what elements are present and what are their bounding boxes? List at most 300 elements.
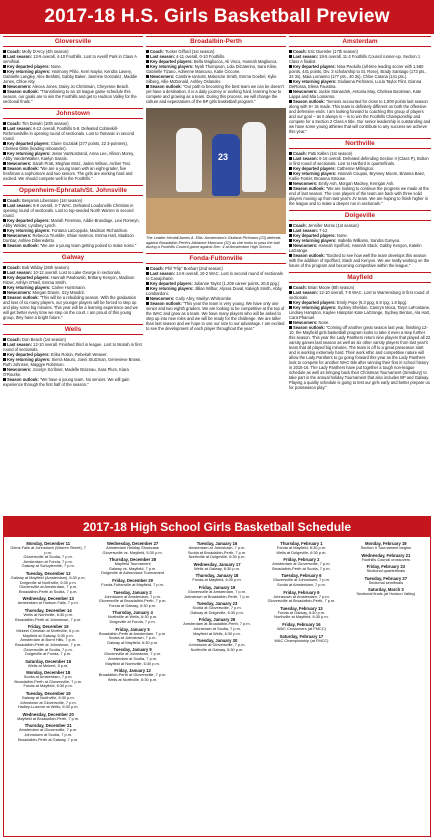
detail-key: Key departed players: — [150, 280, 193, 286]
bullet-square-icon — [3, 162, 6, 165]
team-detail-line — [289, 171, 431, 181]
detail-key: Coach: — [7, 337, 21, 342]
team-title: Wells — [3, 324, 143, 335]
detail-value: 4-11 overall, 0-10 Foothills. — [175, 54, 226, 59]
detail-value: "We have a young team. No seniors. We will gain experience through the first half of the season." — [3, 377, 130, 387]
schedule-day: Friday, February 16 — [282, 621, 321, 627]
detail-value: Sarah Pratt, Meghan Mraz, Jaden Wilson, Amber Tesi. — [31, 161, 131, 166]
team-title: Dolgeville — [289, 210, 431, 221]
detail-key: Season outlook: — [150, 84, 182, 89]
schedule-game: Galway at Mayfield (Amsterdam), 6:30 p.m. — [10, 574, 86, 580]
schedule-game: Wells at Northville, 6:30 p.m. — [107, 676, 158, 682]
schedule-day: Friday, February 9 — [283, 589, 320, 595]
schedule-day: Tuesday, February 13 — [280, 605, 323, 611]
bullet-square-icon — [3, 142, 6, 145]
detail-value: Claire Guzalak (277 points, 22 3-pointers), Chelsea Gittle (leading rebounder). — [3, 141, 128, 151]
detail-value: 6-16 overall. Defeated defending Section II (Class P), Bolton in first round of sectionals. Lost to Hartford in quarterfinals. — [289, 156, 429, 166]
schedule-game: Scotia at Amsterdam, 7 p.m. — [276, 581, 326, 587]
bullet-square-icon — [146, 50, 149, 53]
detail-key: Coach: — [293, 223, 307, 228]
bullet-square-icon — [3, 244, 6, 247]
schedule-game: Galway at Northville, 6:30 p.m. — [21, 695, 75, 701]
detail-value: Sierra Mauro, Joeni Stutzman, Genevieve Brown, Ruth Johnsen, Maggye Robinson. — [3, 357, 142, 367]
bullet-square-icon — [3, 353, 6, 356]
schedule-day: Tuesday, January 16 — [196, 541, 238, 546]
detail-value: 7-12 — [318, 228, 328, 233]
schedule-day: Wednesday, December 13 — [22, 596, 74, 602]
team-section — [3, 252, 143, 320]
schedule-game: Wells at Dolgeville, 6:30 p.m. — [276, 549, 327, 555]
bullet-square-icon — [3, 70, 6, 73]
bullet-square-icon — [3, 296, 6, 299]
middle-column — [146, 36, 286, 514]
detail-key: Last season: — [150, 54, 176, 59]
bullet-square-icon — [289, 65, 292, 68]
detail-key: Key returning players: — [7, 151, 51, 156]
detail-key: Newcomers: — [150, 74, 175, 79]
detail-key: Last season: — [7, 342, 33, 347]
court-floor — [146, 198, 286, 234]
detail-value: Bella Magliocca, Ali Visco, Hannah Magliocca. — [192, 59, 278, 64]
bullet-square-icon — [3, 55, 6, 58]
detail-key: Key departed players: — [7, 218, 50, 223]
detail-value: Emily Pope (5.3 ppg, 6.9 rpg, 1.8 bpg). — [335, 300, 408, 305]
schedule-game: Dolgeville at Fonda, 7 p.m. — [109, 618, 156, 624]
team-title: Oppenheim-Ephratah/St. Johnsville — [3, 185, 143, 196]
schedule-game: Amsterdam Holiday Showcase — [106, 545, 160, 550]
detail-value: Morgan Dravin, Izzy Mandrit. — [31, 290, 85, 295]
detail-value: Jocelyn Scribner, Madelle Brazeau, Sara Plum, Kiara O'Rourke. — [3, 367, 129, 377]
schedule-game: Scotia at Gloversville, 7 p.m. — [192, 605, 242, 611]
team-detail-line — [146, 271, 286, 281]
detail-key: Newcomers: — [7, 84, 32, 89]
detail-key: Newcomers: — [293, 243, 318, 248]
schedule-column — [175, 539, 259, 837]
detail-key: Key returning players: — [7, 357, 51, 362]
detail-value: Molly D'Arcy (4th season) — [20, 49, 69, 54]
bullet-square-icon — [289, 234, 292, 237]
detail-value: 14-8 overall, 10-2 WAC. Lost in second round of sectionals to Canajoharie. — [146, 270, 283, 281]
detail-key: Key departed players: — [7, 275, 50, 280]
detail-key: Key returning players: — [293, 238, 337, 243]
detail-value: Don Beach (1st season) — [20, 337, 66, 342]
bullet-square-icon — [289, 157, 292, 160]
detail-value: Catherine Millington. — [335, 166, 375, 171]
schedule-day: Thursday, January 4 — [112, 610, 153, 616]
bullet-square-icon — [289, 239, 292, 242]
schedule-day: Saturday, February 17 — [279, 633, 324, 639]
bullet-square-icon — [146, 65, 149, 68]
detail-key: Last season: — [293, 290, 319, 295]
schedule-columns — [4, 537, 430, 837]
schedule-game: Broadalbin-Perth at Scotia, 7 p.m. — [19, 588, 78, 594]
detail-key: Season outlook: — [7, 243, 39, 248]
schedule-game: Broadalbin-Perth at Johnstown, 7 p.m. — [15, 641, 82, 647]
detail-key: Newcomers: — [293, 181, 318, 186]
bullet-square-icon — [289, 50, 292, 53]
detail-key: Last season: — [7, 54, 33, 59]
detail-value: Benjamin Liberatore (1st season) — [20, 198, 83, 203]
detail-value: Sydney Sheldon, Camryn Moca, Taryn LaFontaine, Lindsey Hampton, Kaylee Hampton Kate LaGrange, Sydney Benton, Ala Hart, Cara Phanuel. — [289, 305, 431, 320]
schedule-game: Fonda at Galway, 6:30 p.m. — [277, 609, 326, 615]
schedule-game: Hadley-Luzerne at Wells, 6:30 p.m. — [17, 704, 79, 710]
team-detail-line — [289, 64, 431, 79]
detail-value: Hannah Pawlowski, Brittany Kenyon, Madison Ritzer, Ashlyn O'Neil, Emma Smith. — [3, 275, 135, 285]
bullet-square-icon — [146, 287, 149, 290]
detail-key: Key returning players: — [293, 79, 337, 84]
left-column — [3, 36, 143, 514]
detail-value: 12-10 overall, 7-5 WAC. Lost to Warrensburg in first round of sectionals. — [289, 290, 429, 300]
schedule-game: Section II Tournament begins — [360, 545, 411, 550]
schedule-game: Johnstown at Gloversville, 7 p.m. — [19, 699, 77, 705]
bullet-square-icon — [3, 199, 6, 202]
team-detail-line — [146, 301, 286, 331]
bullet-square-icon — [289, 326, 292, 329]
detail-key: Last season: — [7, 126, 33, 131]
detail-value: Eric Duemler (17th season) — [306, 49, 358, 54]
detail-value: "Coming off another great season last year, finishing 12-10, the Mayfield girls basketball program looks to take it even a step further this season. This year the Lady Panthers return nine players that played all 22 varsity games last season as well as six other varsity players from last year's team that all played big minutes. The team is off to a great preseason start and is working extremely hard. Their work ethic and competitive nature will allow the Lady Panthers to go going forward this year as the Lady Panthers look to compete for another WAC title after winning their first in school history in 2015-16. The Lady Panthers have put together a tough non-league schedule as well as bringing back their Christmas Tournament (Simsbury) to take part in the annual holiday Tournament that also includes BP and Galway. Playing a quality schedule is going to test our girls early and better prepare us for postseason play." — [289, 325, 431, 390]
team-section — [146, 253, 286, 331]
team-detail-line — [3, 151, 143, 161]
detail-key: Season outlook: — [7, 166, 39, 171]
detail-key: Coach: — [7, 198, 21, 203]
schedule-day: Thursday, February 1 — [280, 541, 323, 546]
team-detail-line — [146, 74, 286, 84]
detail-value: Erika Rolsin, Rebekah Weaver. — [49, 352, 108, 357]
schedule-game: WAC Championship (at FMCC) — [274, 637, 329, 643]
bullet-square-icon — [3, 219, 6, 222]
bullet-square-icon — [289, 229, 292, 232]
team-detail-line — [3, 69, 143, 84]
schedule-game: Northville at Mayfield, 6:30 p.m. — [274, 614, 329, 620]
detail-value: 12-10 overall. Finished third in league. Lost to Moriah in first round of sectionals. — [3, 342, 142, 352]
schedule-game: Gloversville at Johnstown, 7 p.m. — [272, 577, 330, 583]
schedule-game: WAC Crossovers (at FMCC) — [276, 625, 326, 631]
schedule-game: Dolgeville at Adirondack Tournament — [101, 570, 165, 576]
schedule-game: Galway at Dolgeville, 6:30 p.m. — [190, 609, 244, 615]
detail-value: None. — [335, 233, 348, 238]
schedule-game: Wells at Mekeel, 5 p.m. — [28, 662, 69, 668]
detail-value: "Transitioning to an 18 league game schedule this season, our goals are to win the Foothills and get to Hudson Valley for the sectional finals." — [3, 89, 137, 104]
detail-value: "We are looking to continue the progress we made at the end of last season. The core players of the team are back with three solid players moving up from last year's JV team. We are hoping to finish higher in the league and to make a deeper run in sectionals." — [289, 186, 429, 206]
schedule-game: Johnstown at Scotia, 7 p.m. — [24, 732, 73, 738]
bullet-square-icon — [3, 378, 6, 381]
schedule-column — [259, 539, 343, 837]
schedule-day: Thursday, December 14 — [24, 607, 72, 613]
team-detail-line — [3, 275, 143, 285]
team-detail-line — [289, 253, 431, 268]
team-detail-line — [3, 357, 143, 367]
schedule-game: Amsterdam at Gloversville, 7 p.m. — [19, 727, 78, 733]
schedule-day: Tuesday, January 9 — [113, 647, 152, 653]
bullet-square-icon — [3, 85, 6, 88]
schedule-game: Gloversville at Johnstown, 7 p.m. — [104, 651, 162, 657]
detail-value: Tucker Gifford (1st season) — [163, 49, 215, 54]
team-detail-line — [3, 54, 143, 64]
detail-value: Cambrie Iannotti, Makenzie Smith, Emma Goebel, Kylie Silberg, Allie McDonald, Ashley Oslander. — [146, 74, 277, 84]
schedule-day: Friday, January 12 — [114, 668, 151, 674]
detail-value: "We are a young team getting poised to make noise." — [38, 243, 137, 248]
team-detail-line — [3, 89, 143, 104]
detail-value: 13-9 overall, 4-10 Foothills. Lost to Averill Park in Class A semifinal. — [3, 54, 137, 64]
team-detail-line — [289, 325, 431, 390]
detail-key: Season outlook: — [150, 300, 182, 306]
schedule-game: Scotia at Johnstown, 7 p.m. — [108, 635, 157, 641]
schedule-game: Broadalbin-Perth at Gloversville, 7 p.m. — [98, 672, 167, 678]
team-section — [3, 324, 143, 387]
schedule-day: Friday, February 23 — [366, 564, 405, 570]
detail-value: Jackie Stanaszek, Antonia May, Chelsea Bookman, Kate Lappa and Mia Lomanno. — [289, 89, 422, 99]
schedule-game: Fonda at Galway, 6:30 p.m. — [108, 602, 157, 608]
detail-value: Giulianna Pichirami, Lucia Taylor Flint, Gianna DeRossa, Elena Faustina. — [289, 79, 422, 89]
schedule-game: Gloversville vs. Mayfield, 5:30 p.m. — [102, 549, 163, 555]
bullet-square-icon — [3, 127, 6, 130]
detail-value: Brian Moore (8th season) — [306, 285, 355, 290]
bullet-square-icon — [289, 152, 292, 155]
schedule-day: Friday, December 15 — [27, 624, 69, 630]
schedule-day: Tuesday, January 2 — [113, 589, 152, 595]
detail-key: Coach: — [293, 49, 307, 54]
schedule-day: Monday, February 19 — [365, 541, 407, 546]
team-detail-line — [289, 54, 431, 64]
schedule-day: Wednesday, February 21 — [361, 552, 411, 558]
bullet-square-icon — [3, 343, 6, 346]
team-section — [3, 108, 143, 181]
detail-value: "This year the team is very young. We have only one senior and two eighth graders. We are looking to be competitive at the top of the WAC and grow as a team. We have many players who will be asked to step up into new roles and we will be ready for the challenge. We are taller than last season and we hope to use our size to our advantage. I am excited to see the development of each player throughout the year." — [146, 300, 285, 331]
bullet-square-icon — [3, 65, 6, 68]
schedule-game: Fonda-Fultonville at Mayfield, 7 p.m. — [101, 581, 164, 587]
detail-key: Key returning players: — [7, 285, 51, 290]
schedule-day: Tuesday, December 19 — [25, 691, 71, 697]
detail-key: Newcomers: — [293, 89, 318, 94]
bullet-square-icon — [146, 85, 149, 88]
schedule-game: Amsterdam at Scotia, 7 p.m. — [108, 655, 158, 661]
schedule-game: Gloversville at Amsterdam, 7 p.m. — [187, 588, 247, 594]
bullet-square-icon — [3, 152, 6, 155]
schedule-game: Scotia at Amsterdam, 7 p.m. — [23, 674, 73, 680]
bullet-square-icon — [289, 90, 292, 93]
schedule-day: Saturday, March 3 — [367, 587, 404, 593]
detail-key: Newcomers: — [7, 367, 32, 372]
schedule-game: Amsterdam at Gloversville, 7 p.m. — [272, 561, 331, 567]
photo-caption: The Leader-Herald/James A. Ellis: Amsterdam's Giuliana Pichirami (23) defends against Broadalbin-Perth's Adrianne Mancuso (32) as she looks to pass the ball during a Foothills Council game against Dec. 4 at Amsterdam High School. — [146, 236, 281, 250]
schedule-game: Sectional quarterfinals — [366, 568, 406, 574]
detail-key: Season outlook: — [7, 295, 39, 300]
team-detail-line — [289, 89, 431, 99]
schedule-game: Gloversville at Amsterdam, 7 p.m. — [19, 584, 78, 590]
bullet-square-icon — [146, 267, 149, 270]
schedule-game: Fonda at Mayfield, 6:30 p.m. — [192, 577, 242, 583]
detail-key: Coach: — [7, 121, 21, 126]
schedule-day: Friday, December 29 — [112, 577, 153, 583]
detail-key: Newcomers: — [7, 233, 32, 238]
schedule-game: Amsterdam at Fonda, 7 p.m. — [23, 558, 73, 564]
team-title: Johnstown — [3, 108, 143, 119]
detail-value: 9-9 overall, 3-7 WAC. Defeated Loudonville Christian in opening round of sectionals. Lost to top-seeded North Warren in second round. — [3, 203, 134, 218]
detail-key: Key departed players: — [293, 64, 336, 69]
schedule-game: Mekeel Christian at Northville, 6 p.m. — [16, 628, 80, 634]
schedule-day: Thursday, December 21 — [24, 723, 72, 729]
detail-value: Julianne Taylor (1,209 career points, 20.8 ppg.) — [192, 280, 280, 286]
schedule-box — [3, 516, 431, 837]
schedule-game: Gloversville at Broadalbin-Perth, 7 p.m. — [98, 598, 167, 604]
bullet-square-icon — [146, 75, 149, 78]
bullet-square-icon — [146, 272, 149, 275]
schedule-game: Fonda at Mayfield, 6:30 p.m. — [276, 545, 327, 550]
detail-value: Harmony Philo, Kerri Naylor, Kendra Lavery, Gabrielle Langley, Alex Benfatti, Gabby Baker, Jasmine Gonzalez, Maddie Jones, Chloe Alty. — [3, 69, 138, 84]
detail-value: 6-12 overall, Foothills 5-8. Defeated Cobleskill-Richmondville in opening round of sectionals. Lost to Tamarac in second round. — [3, 126, 134, 141]
player-figure — [242, 122, 266, 192]
detail-key: Key returning players: — [7, 228, 51, 233]
detail-value: Jillian Wilbur, Alyssa Duval, Kaleigh Smith, Abby Lombardoni. — [146, 285, 282, 296]
game-photo — [146, 108, 286, 234]
team-detail-line — [289, 290, 431, 300]
detail-key: Last season: — [293, 228, 319, 233]
detail-key: Last season: — [150, 270, 176, 276]
team-detail-line — [3, 243, 143, 248]
bullet-square-icon — [3, 167, 6, 170]
detail-key: Key returning players: — [150, 64, 194, 69]
detail-key: Coach: — [150, 49, 164, 54]
detail-key: Key departed players: — [293, 166, 336, 171]
schedule-game: Amsterdam at Hudson Falls, 7 p.m. — [17, 600, 79, 606]
team-detail-line — [146, 64, 286, 74]
schedule-day: Tuesday, December 12 — [25, 570, 71, 576]
detail-value: None. — [49, 64, 62, 69]
schedule-day: Friday, February 2 — [283, 557, 320, 563]
detail-key: Last season: — [7, 203, 33, 208]
schedule-game: Broadalbin-Perth at Scotia, 7 p.m. — [272, 565, 331, 571]
schedule-game: Amsterdam at Burnt Hills, 7 p.m. — [20, 637, 77, 643]
detail-value: 18-5 overall, 11-2 Foothills Council runner-up. Section 1 Class A finalist. — [289, 54, 421, 64]
bullet-square-icon — [3, 358, 6, 361]
bullet-square-icon — [289, 306, 292, 309]
bullet-square-icon — [289, 291, 292, 294]
detail-value: Phil "Flip" Boshart (2nd season) — [163, 265, 223, 271]
bullet-square-icon — [289, 224, 292, 227]
detail-key: Newcomers: — [7, 161, 32, 166]
detail-value: "We are a young team with an eight-grader, five freshman a sophomore and two seniors. The girls are working hard and excited. We should compete well in the Foothills." — [3, 166, 133, 181]
schedule-day: Thursday, January 18 — [195, 573, 239, 579]
detail-value: Jennifer Morse (1st season) — [306, 223, 359, 228]
bullet-square-icon — [289, 301, 292, 304]
team-title: Fonda-Fultonville — [146, 253, 286, 264]
schedule-column — [6, 539, 90, 837]
team-section — [289, 210, 431, 268]
bullet-square-icon — [146, 282, 149, 285]
detail-key: Key departed players: — [7, 141, 50, 146]
schedule-game: Johnstown at Amsterdam, 7 p.m. — [104, 593, 161, 599]
bullet-square-icon — [289, 172, 292, 175]
schedule-game: Johnstown at Scotia, 7 p.m. — [193, 625, 241, 631]
detail-key: Season outlook: — [293, 253, 325, 258]
page-banner: 2017-18 H.S. Girls Basketball Preview — [0, 0, 434, 34]
schedule-game: Dolgeville at Fonda, 7 p.m. — [25, 651, 72, 657]
team-detail-line — [146, 286, 286, 296]
bullet-square-icon — [3, 266, 6, 269]
detail-key: Key returning players: — [293, 171, 337, 176]
bullet-square-icon — [3, 368, 6, 371]
team-title: Amsterdam — [289, 36, 431, 47]
schedule-day: Tuesday, January 23 — [196, 601, 238, 607]
schedule-game: Scotia at Broadalbin-Perth, 7 p.m. — [187, 549, 247, 555]
detail-key: Coach: — [7, 265, 21, 270]
bullet-square-icon — [289, 244, 292, 247]
detail-key: Season outlook: — [7, 89, 39, 94]
detail-key: Key returning players: — [7, 69, 51, 74]
schedule-game: Broadalbin-Perth at Galway, 7 p.m. — [18, 736, 79, 742]
team-detail-line — [3, 166, 143, 181]
schedule-day: Tuesday, February 27 — [364, 575, 408, 581]
detail-value: "Seniors accounted for close to 1,900 points last season along with 9+ 3s made. This team is definitely different on both the offensive and defensive ends. I am looking forward to coaching this group of players and our goal -- as it always is -- is to win the Foothills Championship and compete for a Section 2 Class A title. Our senior leadership is outstanding and we have some young athletes that will contribute to any success we achieve this year." — [289, 99, 431, 134]
right-column — [289, 36, 431, 514]
detail-key: Season outlook: — [293, 99, 325, 104]
detail-value: "This will be a rebuilding season. With the graduation and loss of so many players, our younger players will be forced to step up and play some big minutes. This year will be a learning experience and we will get better every time we step on the court. I am proud of this young group, they have a bright future." — [3, 295, 138, 320]
schedule-game: Wells at Northville, 6:30 p.m. — [23, 611, 73, 617]
schedule-game: Broadalbin-Perth at Johnstown, 7 p.m. — [15, 616, 82, 622]
detail-key: Last season: — [7, 270, 33, 275]
schedule-game: Glens Falls at Johnstown (Warren Street), 7 p.m. — [10, 545, 86, 555]
team-detail-line — [289, 305, 431, 320]
bullet-square-icon — [146, 60, 149, 63]
detail-key: Newcomers: — [293, 320, 318, 325]
schedule-game: Amsterdam at Broadalbin-Perth, 7 p.m. — [183, 621, 251, 627]
bullet-square-icon — [289, 254, 292, 257]
schedule-game: Wells at Galway, 6:30 p.m. — [194, 565, 240, 571]
team-detail-line — [3, 295, 143, 320]
schedule-day: Tuesday, February 6 — [281, 573, 322, 579]
bullet-square-icon — [3, 276, 6, 279]
team-detail-line — [146, 84, 286, 104]
bullet-square-icon — [289, 182, 292, 185]
team-detail-line — [289, 79, 431, 89]
team-title: Galway — [3, 252, 143, 263]
bullet-square-icon — [3, 50, 6, 53]
schedule-game: Foothills Council crossovers — [361, 556, 411, 562]
schedule-day: Monday, December 11 — [26, 541, 71, 546]
bullet-square-icon — [3, 286, 6, 289]
bullet-square-icon — [289, 321, 292, 324]
team-detail-line — [3, 233, 143, 243]
schedule-game: Galway at Schuylerville, 7 p.m. — [21, 563, 75, 569]
bullet-square-icon — [289, 100, 292, 103]
bullet-square-icon — [3, 338, 6, 341]
detail-value: Jesse VanNostrand, Anna Lee, Allison Morey, Abby VanderWalker, Kaelyn Sassis. — [3, 151, 135, 161]
schedule-column — [344, 539, 428, 837]
detail-value: Carly Abry, Marilyn Whitcombe — [174, 295, 232, 301]
team-title: Gloversville — [3, 36, 143, 47]
detail-key: Coach: — [293, 285, 307, 290]
schedule-game: Gloversville at Scotia, 7 p.m. — [23, 554, 73, 560]
detail-key: Season outlook: — [293, 325, 325, 330]
bullet-square-icon — [146, 302, 149, 305]
detail-value: Mariah Freeman, Addie Brundage, Lexi Romeyn, Abby Welder, Lyndsey Lynch. — [3, 218, 140, 228]
detail-value: Carlee Horstmann. — [50, 285, 86, 290]
schedule-day: Wednesday, December 27 — [106, 541, 159, 546]
team-detail-line — [3, 126, 143, 141]
schedule-game: Mayfield at Broadalbin-Perth, 7 p.m. — [17, 715, 80, 721]
bullet-square-icon — [289, 55, 292, 58]
detail-value: Bob Wilday (26th season) — [20, 265, 69, 270]
detail-key: Key departed players: — [7, 64, 50, 69]
detail-value: "Our path to becoming the best team we can be doesn't yet have a destination, it is a daily journey or working hard, learning how to compete and growing as a team. During this process, we will change the culture and expectations of the BP girls basketball program." — [146, 84, 284, 104]
detail-value: "Excited to see how well the team develops this season with the addition of Spofford, Stack and Kenyon. We are really working on the future of the program and becoming competitive within the league." — [289, 253, 430, 268]
schedule-game: Johnstown at Broadalbin-Perth, 7 p.m. — [183, 593, 251, 599]
team-detail-line — [3, 203, 143, 218]
schedule-column — [90, 539, 174, 837]
detail-value: Hannah Coupas, Brynney Moore, Brianna Baez, Karlie Foster, Broanna Strouse. — [289, 171, 426, 181]
team-detail-line — [289, 156, 431, 166]
